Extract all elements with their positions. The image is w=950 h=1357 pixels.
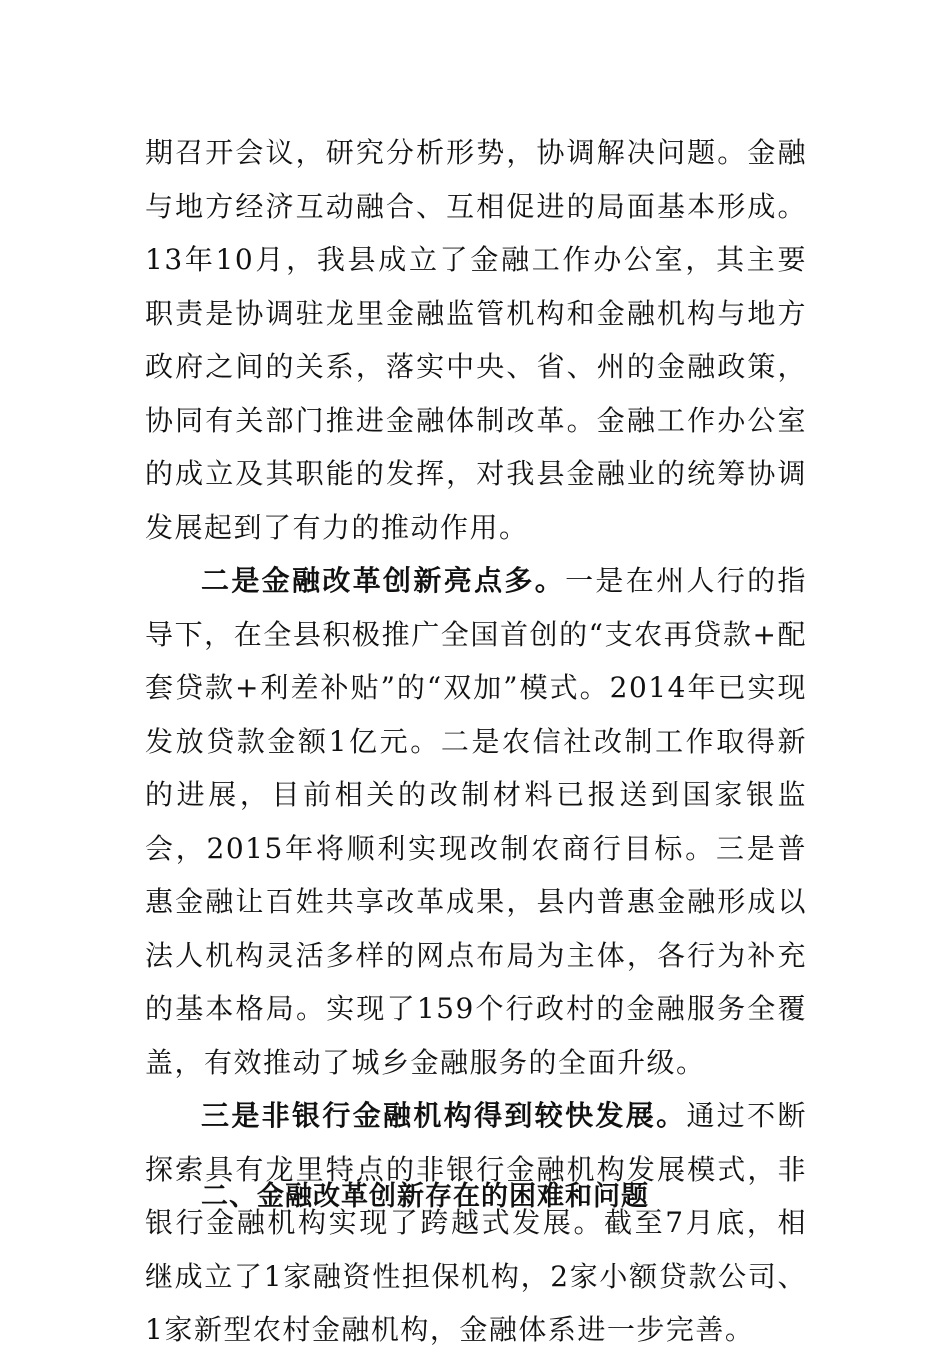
paragraph-3-lead: 三是非银行金融机构得到较快发展。 bbox=[201, 1099, 687, 1132]
paragraph-1 bbox=[145, 126, 807, 554]
section-heading: 二、金融改革创新存在的困难和问题 bbox=[201, 1181, 649, 1212]
paragraph-3-text: 通过不断探索具有龙里特点的非银行金融机构发展模式，非银行金融机构实现了跨越式发展。截至7月底，相继成立了1家融资性担保机构，2家小额贷款公司、1家新型农村金融机构，金融体系进一步完善。 bbox=[145, 1099, 807, 1346]
paragraph-2-text: 一是在州人行的指导下，在全县积极推广全国首创的“支农再贷款+配套贷款+利差补贴”的“双加”模式。2014年已实现发放贷款金额1亿元。二是农信社改制工作取得新的进展，目前相关的改制材料已报送到国家银监会，2015年将顺利实现改制农商行目标。三是普惠金融让百姓共享改革成果，县内普惠金融形成以法人机构灵活多样的网点布局为主体，各行为补充的基本格局。实现了159个行政村的金融服务全覆盖，有效推动了城乡金融服务的全面升级。 bbox=[145, 564, 807, 1079]
paragraph-2 bbox=[145, 554, 807, 1089]
paragraph-1-text: 期召开会议，研究分析形势，协调解决问题。金融与地方经济互动融合、互相促进的局面基本形成。13年10月，我县成立了金融工作办公室，其主要职责是协调驻龙里金融监管机构和金融机构与地方政府之间的关系，落实中央、省、州的金融政策，协同有关部门推进金融体制改革。金融工作办公室的成立及其职能的发挥，对我县金融业的统筹协调发展起到了有力的推动作用。 bbox=[145, 136, 807, 544]
paragraph-2-lead: 二是金融改革创新亮点多。 bbox=[201, 564, 566, 597]
